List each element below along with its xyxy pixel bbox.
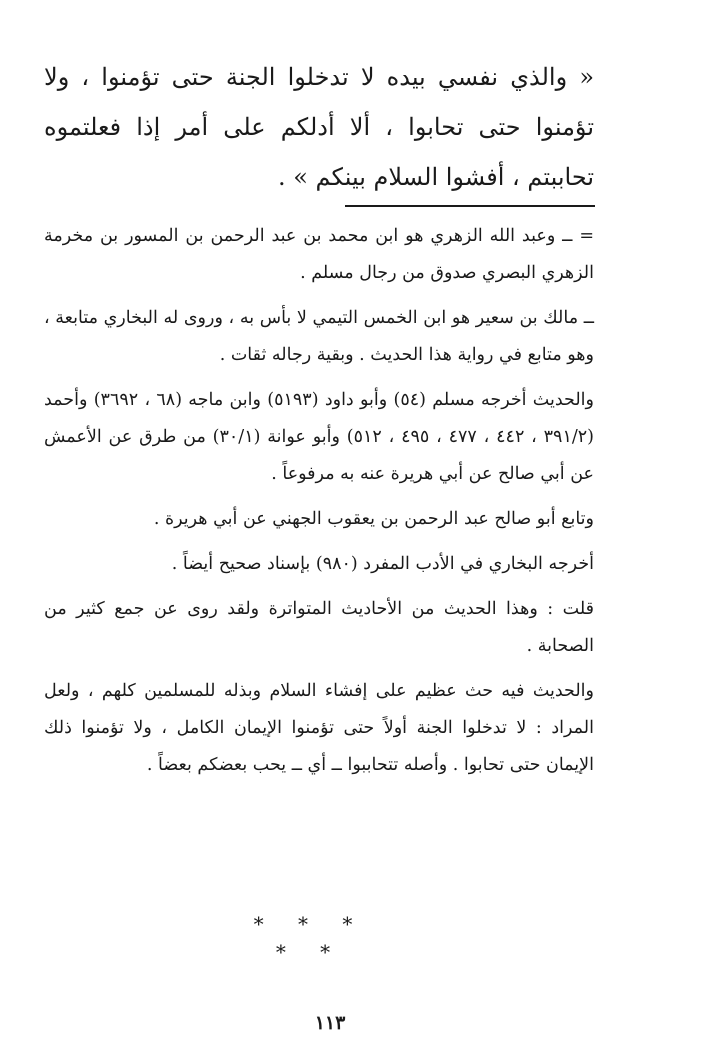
section-ornament-bottom-row: * *: [275, 940, 345, 964]
note-paragraph: أخرجه البخاري في الأدب المفرد (٩٨٠) بإسناد صحيح أيضاً .: [171, 554, 594, 574]
note-paragraph: والحديث فيه حث عظيم على إفشاء السلام وبذله للمسلمين كلهم ، ولعل المراد : لا تدخلوا الجنة أولاً حتى تؤمنوا الإيمان الكامل ، ولا تؤمنوا ذلك الإيمان حتى تحابوا . وأصله تتحاببوا ــ أي ــ يحب بعضكم بعضاً .: [44, 681, 594, 775]
note-paragraph: = ــ وعبد الله الزهري هو ابن محمد بن عبد الرحمن بن المسور بن مخرمة الزهري البصري صدوق من رجال مسلم .: [44, 226, 594, 283]
note-paragraph: وتابع أبو صالح عبد الرحمن بن يعقوب الجهني عن أبي هريرة .: [153, 509, 594, 529]
section-ornament-top-row: * * *: [253, 912, 367, 936]
page-number: ١١٣: [314, 1012, 346, 1034]
note-paragraph: ــ مالك بن سعير هو ابن الخمس التيمي لا بأس به ، وروى له البخاري متابعة ، وهو متابع في رواية هذا الحديث . وبقية رجاله ثقات .: [44, 308, 594, 365]
footnotes: [44, 218, 594, 792]
footnote-separator: [345, 205, 595, 207]
note-paragraph: قلت : وهذا الحديث من الأحاديث المتواترة ولقد روى عن جمع كثير من الصحابة .: [44, 599, 594, 656]
hadith-text: « والذي نفسي بيده لا تدخلوا الجنة حتى تؤمنوا ، ولا تؤمنوا حتى تحابوا ، ألا أدلكم على أمر إذا فعلتموه تحاببتم ، أفشوا السلام بينكم » .: [44, 63, 594, 191]
note-paragraph: والحديث أخرجه مسلم (٥٤) وأبو داود (٥١٩٣) وابن ماجه (٦٨ ، ٣٦٩٢) وأحمد (٣٩١/٢ ، ٤٤٢ ، ٤٧٧ ، ٤٩٥ ، ٥١٢) وأبو عوانة (٣٠/١) من طرق عن الأعمش عن أبي صالح عن أبي هريرة عنه به مرفوعاً .: [44, 390, 594, 484]
ink-speck: [393, 34, 397, 40]
